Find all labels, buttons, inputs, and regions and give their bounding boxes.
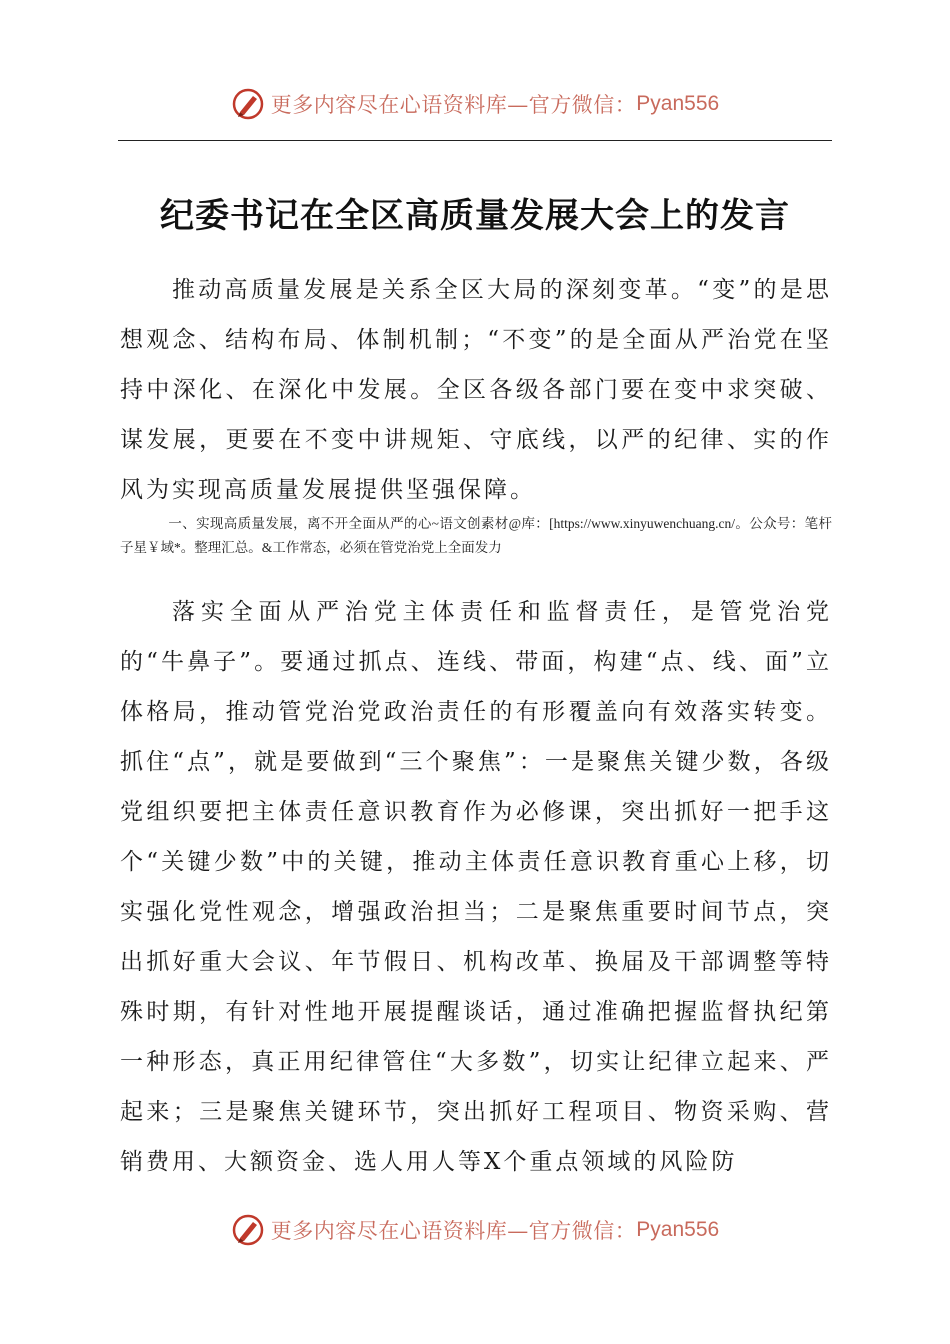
header-banner (0, 84, 950, 124)
banner-text: 更多内容尽在心语资料库—官方微信： (270, 1219, 637, 1243)
banner-wechat-id: Pyan556 (636, 1218, 720, 1241)
header-divider (118, 140, 832, 141)
footer-banner (0, 1210, 950, 1250)
paragraph-intro: 推动高质量发展是关系全区大局的深刻变革。“变”的是思想观念、结构布局、体制机制；“不变”的是全面从严治党在坚持中深化、在深化中发展。全区各级各部门要在变中求突破、谋发展，更要在不变中讲规矩、守底线，以严的纪律、实的作风为实现高质量发展提供坚强保障。 (120, 277, 832, 503)
section-heading-text: 一、实现高质量发展，离不开全面从严的心~语文创素材@库：[https://www.xinyuwenchuang.cn/。公众号：笔杆子星￥域*。整理汇总。&工作常态，必须在管党治党上全面发力 (120, 516, 832, 555)
banner-wechat-id: Pyan556 (636, 92, 720, 115)
section-heading-note (120, 512, 832, 560)
pen-nib-logo-icon (231, 1213, 265, 1247)
pen-nib-logo-icon (231, 87, 265, 121)
banner-text: 更多内容尽在心语资料库—官方微信： (270, 93, 637, 117)
document-title: 纪委书记在全区高质量发展大会上的发言 (160, 196, 790, 236)
paragraph-body: 落实全面从严治党主体责任和监督责任，是管党治党的“牛鼻子”。要通过抓点、连线、带面，构建“点、线、面”立体格局，推动管党治党政治责任的有形覆盖向有效落实转变。抓住“点”，就是要做到“三个聚焦”：一是聚焦关键少数，各级党组织要把主体责任意识教育作为必修课，突出抓好一把手这个“关键少数”中的关键，推动主体责任意识教育重心上移，切实强化党性观念，增强政治担当；二是聚焦重要时间节点，突出抓好重大会议、年节假日、机构改革、换届及干部调整等特殊时期，有针对性地开展提醒谈话，通过准确把握监督执纪第一种形态，真正用纪律管住“大多数”，切实让纪律立起来、严起来；三是聚焦关键环节，突出抓好工程项目、物资采购、营销费用、大额资金、选人用人等X个重点领域的风险防 (120, 599, 832, 1175)
